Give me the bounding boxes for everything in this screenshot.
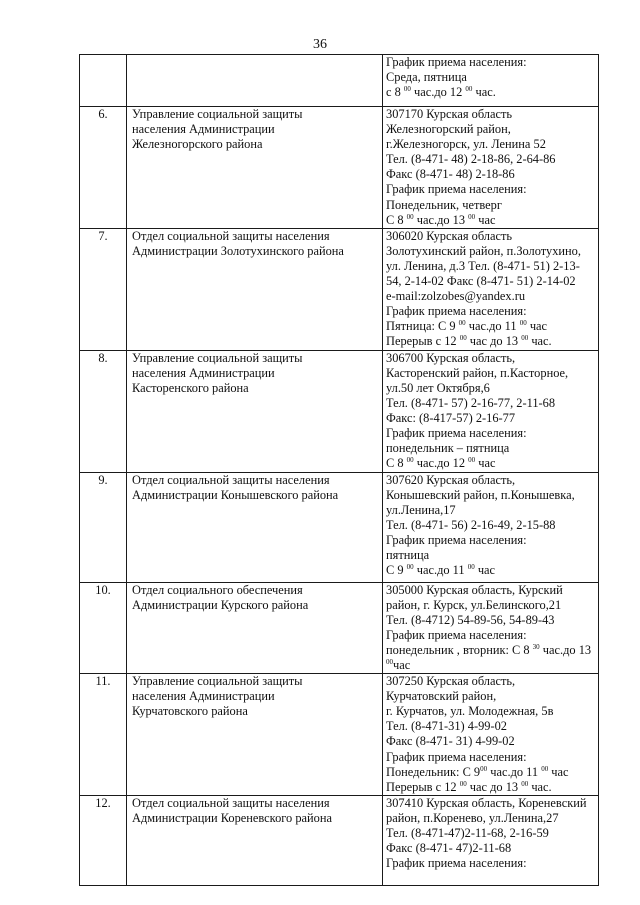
address-text: час. xyxy=(472,85,496,100)
address-text: 305000 Курская область, Курский xyxy=(386,582,563,597)
address-line xyxy=(386,628,598,643)
address-cell xyxy=(383,795,599,885)
address-line xyxy=(386,274,598,289)
organization-name-line: населения Администрации xyxy=(132,689,275,704)
organization-name-line: Железногорского района xyxy=(132,137,263,152)
table-row xyxy=(80,350,599,472)
address-text: час.до 11 xyxy=(465,319,520,334)
time-minutes: 00 xyxy=(480,764,488,773)
address-line xyxy=(386,643,598,658)
address-line xyxy=(386,229,598,244)
address-line xyxy=(386,689,598,704)
address-line xyxy=(386,734,598,749)
address-text: ул. Ленина, д.3 Тел. (8-471- 51) 2-13- xyxy=(386,258,580,273)
address-text: Пятница: С 9 xyxy=(386,319,459,334)
organization-cell xyxy=(127,107,383,229)
address-text: График приема населения: xyxy=(386,749,527,764)
address-text: График приема населения: xyxy=(386,627,527,642)
social-protection-offices-table xyxy=(79,54,599,886)
address-text: График приема населения: xyxy=(386,55,527,69)
address-text: час xyxy=(393,657,411,672)
address-text: Конышевский район, п.Конышевка, xyxy=(386,487,575,502)
table-row xyxy=(80,472,599,582)
table-body xyxy=(80,55,599,886)
organization-cell xyxy=(127,674,383,796)
time-minutes: 00 xyxy=(521,779,529,788)
address-line xyxy=(386,613,598,628)
address-text: 307620 Курская область, xyxy=(386,472,516,487)
address-line xyxy=(386,826,598,841)
time-minutes: 00 xyxy=(519,319,527,328)
address-line xyxy=(386,334,598,349)
address-text: e-mail:zolzobes@yandex.ru xyxy=(386,289,526,304)
time-minutes: 00 xyxy=(406,456,414,465)
address-text: час.до 11 xyxy=(413,563,468,578)
organization-name-line: Управление социальной защиты xyxy=(132,350,303,365)
address-line xyxy=(386,583,598,598)
address-line xyxy=(386,811,598,826)
address-text: 307170 Курская область xyxy=(386,107,513,121)
organization-name-line: Отдел социальной защиты населения xyxy=(132,228,330,243)
address-line xyxy=(386,765,598,780)
address-text: Понедельник, четверг xyxy=(386,197,502,212)
address-text: С 8 xyxy=(386,456,407,471)
address-line xyxy=(386,122,598,137)
table-row xyxy=(80,107,599,229)
address-line xyxy=(386,533,598,548)
table-row xyxy=(80,582,599,674)
organization-cell xyxy=(127,350,383,472)
address-text: Перерыв с 12 xyxy=(386,334,460,349)
time-minutes: 00 xyxy=(406,212,414,221)
page-number: 36 xyxy=(313,37,327,52)
address-text: район, г. Курск, ул.Белинского,21 xyxy=(386,597,562,612)
address-text: С 9 xyxy=(386,563,407,578)
time-minutes: 00 xyxy=(468,212,476,221)
address-line xyxy=(386,107,598,122)
organization-name-line: Отдел социальной защиты населения xyxy=(132,795,330,810)
table-row xyxy=(80,674,599,796)
address-line xyxy=(386,198,598,213)
address-text: час xyxy=(526,319,548,334)
address-text: час. xyxy=(528,779,552,794)
address-text: час.до 12 xyxy=(413,456,469,471)
address-text: час.до 11 xyxy=(487,764,542,779)
address-line xyxy=(386,518,598,533)
time-minutes: 00 xyxy=(465,85,473,94)
address-line xyxy=(386,244,598,259)
time-minutes: 00 xyxy=(541,764,549,773)
time-minutes: 00 xyxy=(386,657,393,666)
address-line xyxy=(386,167,598,182)
address-line xyxy=(386,366,598,381)
organization-name-line: населения Администрации xyxy=(132,122,275,137)
row-number: 10. xyxy=(80,582,127,674)
time-minutes: 00 xyxy=(468,456,476,465)
address-cell xyxy=(383,582,599,674)
address-text: С 8 xyxy=(386,212,407,227)
row-number: 7. xyxy=(80,228,127,350)
address-text: Тел. (8-4712) 54-89-56, 54-89-43 xyxy=(386,612,555,627)
time-minutes: 00 xyxy=(459,779,467,788)
address-line xyxy=(386,750,598,765)
address-text: час.до 13 xyxy=(413,212,469,227)
address-text: час xyxy=(548,764,569,779)
row-number: 8. xyxy=(80,350,127,472)
address-line xyxy=(386,259,598,274)
address-text: Золотухинский район, п.Золотухино, xyxy=(386,243,581,258)
address-text: час.до 13 xyxy=(539,642,592,657)
row-number: 6. xyxy=(80,107,127,229)
organization-name-line: Курчатовского района xyxy=(132,704,248,719)
address-text: понедельник – пятница xyxy=(386,441,510,456)
address-text: Факс (8-471- 31) 4-99-02 xyxy=(386,734,515,749)
address-cell xyxy=(383,472,599,582)
address-text: Факс (8-471- 47)2-11-68 xyxy=(386,841,512,856)
address-text: ул.50 лет Октября,6 xyxy=(386,380,490,395)
address-text: 307410 Курская область, Кореневский xyxy=(386,795,587,810)
address-text: пятница xyxy=(386,547,430,562)
row-number: 9. xyxy=(80,472,127,582)
organization-name-line: Управление социальной защиты xyxy=(132,674,303,689)
organization-name-line: Отдел социальной защиты населения xyxy=(132,472,330,487)
time-minutes: 30 xyxy=(532,642,540,651)
address-line xyxy=(386,704,598,719)
time-minutes: 00 xyxy=(459,334,467,343)
organization-cell xyxy=(127,472,383,582)
time-minutes: 00 xyxy=(467,563,475,572)
address-line xyxy=(386,182,598,197)
address-text: Факс: (8-417-57) 2-16-77 xyxy=(386,410,516,425)
address-cell xyxy=(383,55,599,107)
address-line xyxy=(386,719,598,734)
address-line xyxy=(386,55,598,70)
address-text: Тел. (8-471-31) 4-99-02 xyxy=(386,719,507,734)
address-text: час до 13 xyxy=(466,779,522,794)
address-line xyxy=(386,70,598,85)
address-line xyxy=(386,658,598,673)
address-text: График приема населения: xyxy=(386,856,527,871)
time-minutes: 00 xyxy=(521,334,529,343)
time-minutes: 00 xyxy=(458,319,466,328)
organization-name-line: Администрации Кореневского района xyxy=(132,810,332,825)
table-row xyxy=(80,55,599,107)
address-text: График приема населения: xyxy=(386,304,527,319)
address-text: час xyxy=(475,212,496,227)
time-minutes: 00 xyxy=(403,85,411,94)
time-minutes: 00 xyxy=(406,563,414,572)
address-text: час.до 12 xyxy=(410,85,466,100)
address-line xyxy=(386,841,598,856)
address-text: Тел. (8-471- 56) 2-16-49, 2-15-88 xyxy=(386,517,556,532)
address-line xyxy=(386,780,598,795)
address-line xyxy=(386,548,598,563)
address-line xyxy=(386,426,598,441)
address-text: Перерыв с 12 xyxy=(386,779,460,794)
address-text: Понедельник: С 9 xyxy=(386,764,481,779)
address-line xyxy=(386,137,598,152)
address-text: час до 13 xyxy=(466,334,522,349)
address-text: 306700 Курская область, xyxy=(386,350,516,365)
table-row xyxy=(80,228,599,350)
address-line xyxy=(386,674,598,689)
address-text: час xyxy=(475,456,496,471)
address-text: Среда, пятница xyxy=(386,70,467,85)
address-line xyxy=(386,289,598,304)
address-line xyxy=(386,796,598,811)
address-cell xyxy=(383,350,599,472)
address-text: Тел. (8-471- 57) 2-16-77, 2-11-68 xyxy=(386,395,556,410)
address-text: Факс (8-471- 48) 2-18-86 xyxy=(386,167,515,182)
address-text: г.Железногорск, ул. Ленина 52 xyxy=(386,137,546,152)
address-cell xyxy=(383,674,599,796)
address-text: Тел. (8-471- 48) 2-18-86, 2-64-86 xyxy=(386,152,556,167)
address-text: час xyxy=(474,563,496,578)
address-line xyxy=(386,488,598,503)
address-text: район, п.Коренево, ул.Ленина,27 xyxy=(386,810,559,825)
organization-name-line: Касторенского района xyxy=(132,380,249,395)
address-text: 307250 Курская область, xyxy=(386,674,516,689)
address-cell xyxy=(383,228,599,350)
organization-cell xyxy=(127,228,383,350)
organization-name-line: Управление социальной защиты xyxy=(132,107,303,121)
organization-name-line: Администрации Курского района xyxy=(132,597,309,612)
address-line xyxy=(386,441,598,456)
address-text: понедельник , вторник: С 8 xyxy=(386,642,533,657)
address-text: Касторенский район, п.Касторное, xyxy=(386,365,569,380)
address-cell xyxy=(383,107,599,229)
address-text: График приема населения: xyxy=(386,182,527,197)
address-line xyxy=(386,598,598,613)
row-number: 11. xyxy=(80,674,127,796)
address-line xyxy=(386,563,598,578)
table-row xyxy=(80,795,599,885)
address-line xyxy=(386,319,598,334)
address-text: ул.Ленина,17 xyxy=(386,502,456,517)
address-text: 306020 Курская область xyxy=(386,228,513,243)
address-line xyxy=(386,473,598,488)
organization-cell xyxy=(127,582,383,674)
address-line xyxy=(386,85,598,100)
address-line xyxy=(386,304,598,319)
organization-name-line: населения Администрации xyxy=(132,365,275,380)
address-line xyxy=(386,152,598,167)
address-text: Тел. (8-471-47)2-11-68, 2-16-59 xyxy=(386,826,549,840)
address-text: г. Курчатов, ул. Молодежная, 5в xyxy=(386,704,554,719)
address-line xyxy=(386,456,598,471)
address-line xyxy=(386,351,598,366)
address-text: 54, 2-14-02 Факс (8-471- 51) 2-14-02 xyxy=(386,274,576,289)
organization-name-line: Отдел социального обеспечения xyxy=(132,582,303,597)
address-text: час. xyxy=(528,334,552,349)
address-line xyxy=(386,856,598,871)
address-line xyxy=(386,213,598,228)
address-line xyxy=(386,381,598,396)
address-text: с 8 xyxy=(386,85,404,100)
address-text: График приема населения: xyxy=(386,425,527,440)
organization-name-line: Администрации Золотухинского района xyxy=(132,243,344,258)
organization-name-line: Администрации Конышевского района xyxy=(132,487,339,502)
address-line xyxy=(386,396,598,411)
address-text: График приема населения: xyxy=(386,532,527,547)
row-number: 12. xyxy=(80,795,127,885)
address-line xyxy=(386,503,598,518)
address-text: Курчатовский район, xyxy=(386,689,497,704)
address-text: Железногорский район, xyxy=(386,122,511,137)
address-line xyxy=(386,411,598,426)
row-number xyxy=(80,55,127,107)
organization-cell xyxy=(127,795,383,885)
organization-cell xyxy=(127,55,383,107)
